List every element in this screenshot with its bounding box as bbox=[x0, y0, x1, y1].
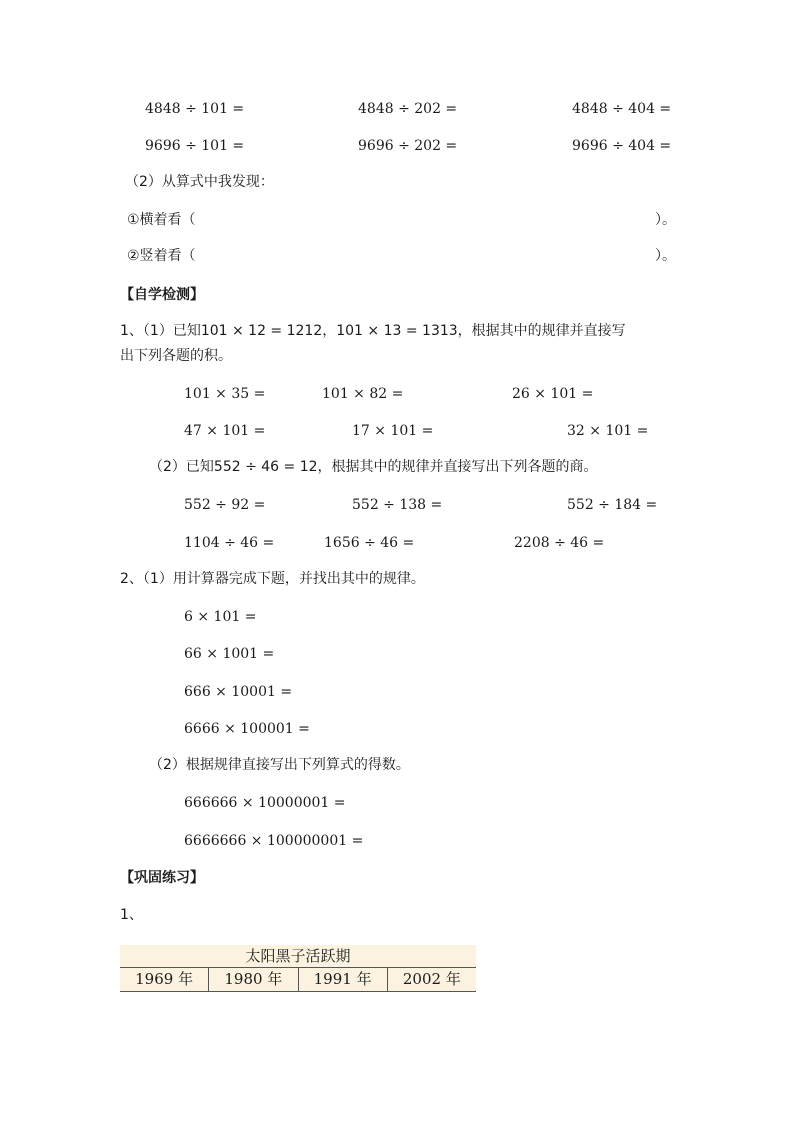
year-cell: 2002 年 bbox=[387, 968, 476, 991]
horizontal-observation-label: ①横着看（ bbox=[127, 212, 196, 228]
division-expr: 552 ÷ 184 = bbox=[567, 497, 658, 513]
division-expr: 4848 ÷ 101 = bbox=[145, 101, 245, 117]
practice-q1-label: 1、 bbox=[120, 907, 143, 923]
sunspot-table-years-row bbox=[120, 968, 476, 992]
division-expr: 552 ÷ 138 = bbox=[352, 497, 443, 513]
q1-part2-prompt: （2）已知552 ÷ 46 = 12，根据其中的规律并直接写出下列各题的商。 bbox=[149, 459, 598, 475]
division-expr: 4848 ÷ 202 = bbox=[358, 101, 458, 117]
division-expr: 1104 ÷ 46 = bbox=[184, 535, 275, 551]
vertical-observation-label: ②竖着看（ bbox=[127, 248, 196, 264]
multiply-expr: 6 × 101 = bbox=[184, 609, 257, 625]
year-cell: 1969 年 bbox=[135, 970, 194, 988]
multiply-expr: 6666 × 100001 = bbox=[184, 721, 310, 737]
multiply-expr: 66 × 1001 = bbox=[184, 646, 275, 662]
self-test-heading: 【自学检测】 bbox=[120, 287, 204, 303]
sunspot-table-title: 太阳黑子活跃期 bbox=[120, 945, 476, 968]
multiply-expr: 17 × 101 = bbox=[352, 423, 434, 439]
discovery-title: （2）从算式中我发现： bbox=[125, 174, 274, 190]
vertical-observation-close: ）。 bbox=[655, 248, 676, 264]
year-cell: 1980 年 bbox=[208, 968, 297, 991]
horizontal-observation-close: ）。 bbox=[655, 212, 676, 228]
multiply-expr: 101 × 35 = bbox=[184, 386, 266, 402]
division-expr: 9696 ÷ 404 = bbox=[572, 138, 672, 154]
multiply-expr: 32 × 101 = bbox=[567, 423, 649, 439]
division-expr: 552 ÷ 92 = bbox=[184, 497, 266, 513]
division-expr: 9696 ÷ 202 = bbox=[358, 138, 458, 154]
division-expr: 4848 ÷ 404 = bbox=[572, 101, 672, 117]
q2-part2-prompt: （2）根据规律直接写出下列算式的得数。 bbox=[149, 757, 410, 773]
division-expr: 9696 ÷ 101 = bbox=[145, 138, 245, 154]
division-expr: 1656 ÷ 46 = bbox=[324, 535, 415, 551]
q1-prompt-line1: 1、（1）已知101 × 12 = 1212，101 × 13 = 1313，根据其中的规律并直接写 bbox=[120, 323, 626, 339]
multiply-expr: 26 × 101 = bbox=[512, 386, 594, 402]
multiply-expr: 6666666 × 100000001 = bbox=[184, 833, 364, 849]
multiply-expr: 666 × 10001 = bbox=[184, 684, 293, 700]
multiply-expr: 47 × 101 = bbox=[184, 423, 266, 439]
practice-heading: 【巩固练习】 bbox=[120, 870, 204, 886]
sunspot-table bbox=[120, 945, 476, 992]
year-cell: 1991 年 bbox=[298, 968, 387, 991]
q1-prompt-line2: 出下列各题的积。 bbox=[120, 348, 232, 364]
multiply-expr: 666666 × 10000001 = bbox=[184, 795, 346, 811]
multiply-expr: 101 × 82 = bbox=[322, 386, 404, 402]
q2-prompt: 2、（1）用计算器完成下题，并找出其中的规律。 bbox=[120, 571, 425, 587]
division-expr: 2208 ÷ 46 = bbox=[514, 535, 605, 551]
